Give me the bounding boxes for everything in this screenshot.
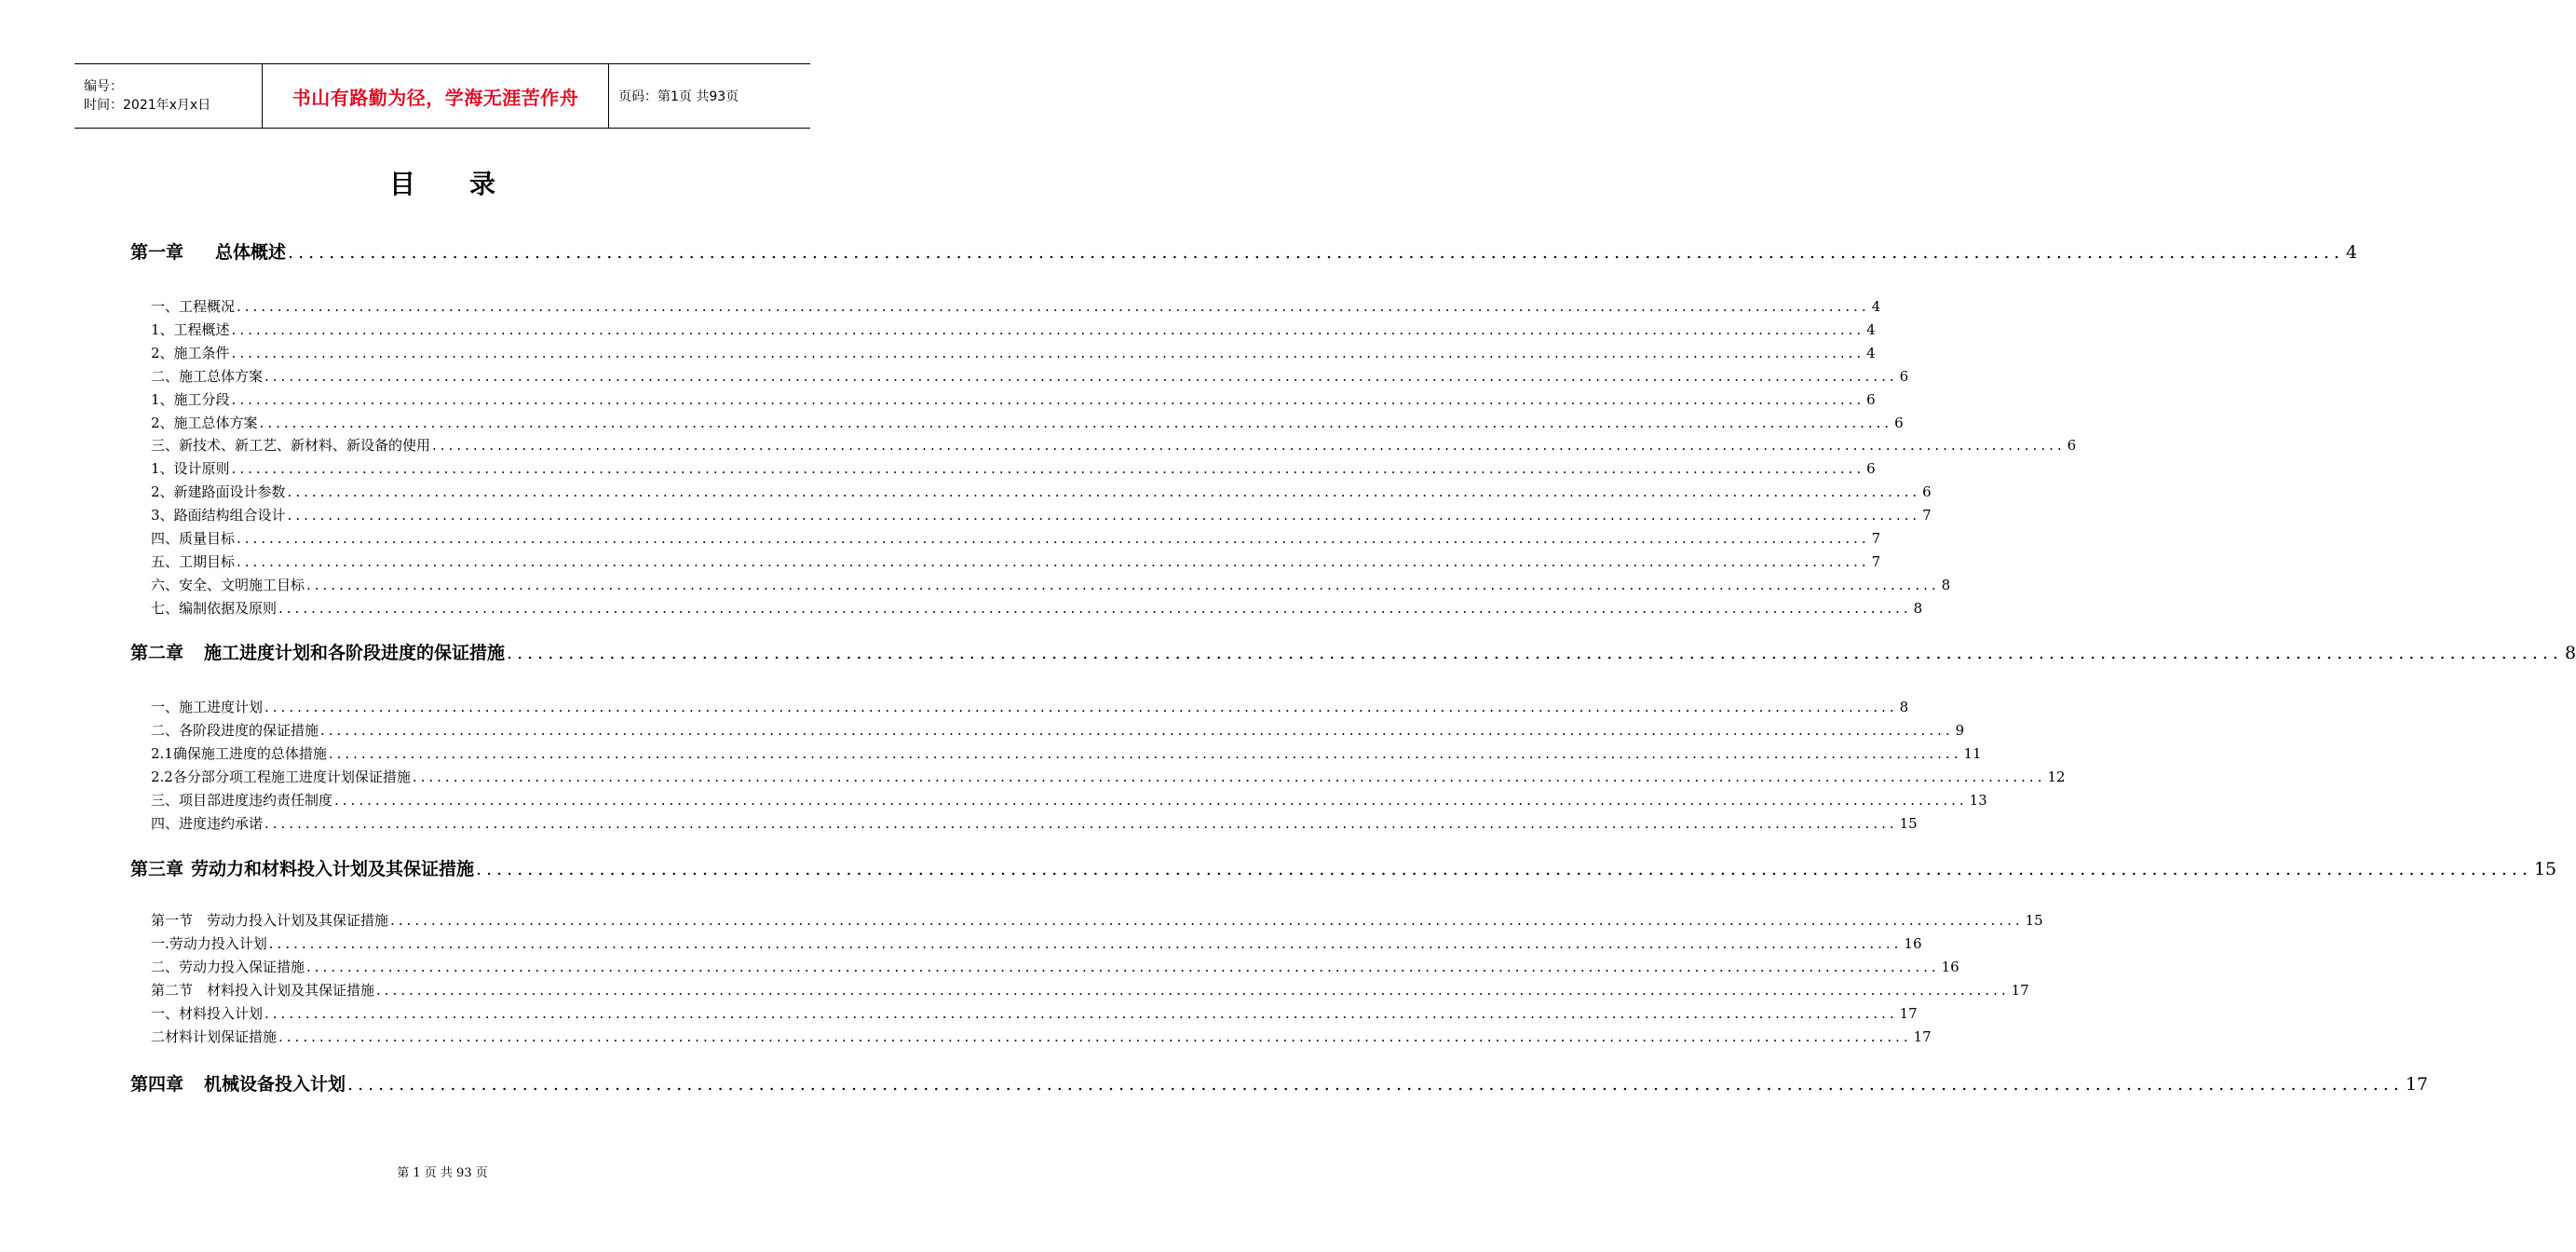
dot-leader: ........................................................................................................................................................................................................ [347,1074,2404,1095]
dot-leader: ........................................................................................................................................................................................................ [334,791,1968,809]
toc-entry [151,980,2029,1000]
toc-entry-label: 二、施工总体方案 [151,367,264,385]
dot-leader: ........................................................................................................................................................................................................ [231,390,1865,408]
toc-chapter-entry [130,855,2557,880]
toc-entry-label: 七、编制依据及原则 [151,599,278,617]
toc-entry-label: 2.1确保施工进度的总体措施 [151,744,327,762]
chapter-page-number: 8 [2564,643,2576,663]
toc-entry-page-number: 6 [2067,437,2077,455]
toc-entry-label: 一.劳动力投入计划 [151,934,267,952]
toc-entry-label: 2、施工总体方案 [151,414,258,431]
toc-chapter-entry [130,1070,2429,1096]
toc-entry [151,1027,1932,1046]
toc-entry-label: 五、工期目标 [151,552,236,570]
toc-entry-label: 1、施工分段 [151,390,230,408]
chapter-page-number: 15 [2533,859,2557,879]
toc-entry-label: 第二节 材料投入计划及其保证措施 [151,981,375,999]
dot-leader: ........................................................................................................................................................................................................ [278,1027,1912,1045]
toc-entry [151,413,1904,432]
toc-entry-page-number: 8 [1913,599,1923,617]
chapter-name: 劳动力和材料投入计划及其保证措施 [191,859,475,879]
dot-leader: ........................................................................................................................................................................................................ [264,814,1898,832]
toc-entry-page-number: 17 [1899,1004,1918,1022]
toc-entry-page-number: 6 [1894,414,1904,431]
toc-entry [151,575,1951,594]
chapter-title [130,855,474,880]
chapter-title [130,639,505,664]
toc-entry [151,813,1918,833]
dot-leader: ........................................................................................................................................................................................................ [231,320,1865,338]
chapter-number: 第一章 [130,242,184,263]
toc-entry-page-number: 4 [1871,298,1881,315]
dot-leader: ........................................................................................................................................................................................................ [432,437,2066,455]
toc-entry [151,720,1965,740]
dot-leader: ........................................................................................................................................................................................................ [231,460,1865,478]
dot-leader: ........................................................................................................................................................................................................ [287,483,1921,501]
toc-entry [151,1003,1918,1023]
toc-chapter-entry [130,639,2576,664]
chapter-number: 第四章 [130,1074,184,1095]
dot-leader: ........................................................................................................................................................................................................ [237,530,1870,547]
toc-title-char-2: 录 [469,169,496,199]
toc-entry [151,697,1909,716]
toc-title-char-1: 目 [388,169,415,199]
toc-entry-label: 四、进度违约承诺 [151,814,264,832]
toc-entry-page-number: 15 [2025,912,2043,929]
toc-entry-page-number: 6 [1866,460,1876,478]
toc-entry [151,482,1932,501]
header-motto: 书山有路勤为径，学海无涯苦作舟 [291,86,579,109]
toc-entry [151,598,1923,618]
chapter-page-number: 4 [2345,242,2358,263]
dot-leader: ........................................................................................................................................................................................................ [287,507,1921,524]
dot-leader: ........................................................................................................................................................................................................ [507,643,2563,663]
toc-entry [151,343,1876,362]
toc-entry-label: 第一节 劳动力投入计划及其保证措施 [151,912,389,929]
toc-entry [151,389,1876,409]
toc-entry-page-number: 17 [1913,1027,1932,1045]
chapter-name: 施工进度计划和各阶段进度的保证措施 [204,643,506,663]
toc-entry-page-number: 7 [1922,507,1932,524]
dot-leader: ........................................................................................................................................................................................................ [390,912,2024,929]
chapter-title [130,1070,346,1096]
dot-leader: ........................................................................................................................................................................................................ [231,344,1865,361]
dot-leader: ........................................................................................................................................................................................................ [264,367,1898,385]
chapter-page-number: 17 [2405,1074,2429,1095]
toc-entry [151,790,1987,810]
toc-entry-label: 二、各阶段进度的保证措施 [151,721,319,739]
dot-leader: ........................................................................................................................................................................................................ [306,576,1940,593]
toc-entry-page-number: 8 [1941,576,1951,593]
toc-entry-label: 一、施工进度计划 [151,699,264,715]
toc-entry-page-number: 17 [2011,981,2029,999]
toc-entry [151,743,1982,763]
toc-entry-page-number: 8 [1899,699,1909,715]
toc-entry-page-number: 16 [1904,934,1922,952]
toc-entry-label: 一、工程概况 [151,298,236,315]
chapter-name: 总体概述 [215,242,287,263]
header-page-info: 页码：第1页 共93页 [618,89,739,104]
dot-leader: ........................................................................................................................................................................................................ [237,298,1870,315]
toc-entry-page-number: 6 [1899,367,1909,385]
dot-leader: ........................................................................................................................................................................................................ [328,744,1962,762]
toc-entry-page-number: 11 [1963,744,1982,762]
toc-entry-label: 2、新建路面设计参数 [151,483,286,501]
dot-leader: ........................................................................................................................................................................................................ [268,934,1903,952]
toc-entry [151,933,1922,953]
toc-entry-label: 2、施工条件 [151,344,230,361]
toc-entry-page-number: 4 [1866,344,1876,361]
toc-entry-label: 二材料计划保证措施 [151,1027,278,1045]
toc-entry-label: 三、新技术、新工艺、新材料、新设备的使用 [151,437,431,455]
document-number-label: 编号： [84,79,123,94]
toc-entry [151,505,1932,524]
toc-entry [151,435,2077,455]
toc-entry [151,296,1881,316]
toc-entry-label: 3、路面结构组合设计 [151,507,286,524]
toc-entry-label: 四、质量目标 [151,530,236,547]
toc-chapter-entry [130,238,2358,264]
dot-leader: ........................................................................................................................................................................................................ [320,721,1954,739]
dot-leader: ........................................................................................................................................................................................................ [264,699,1898,715]
toc-entry-page-number: 7 [1871,552,1881,570]
dot-leader: ........................................................................................................................................................................................................ [288,242,2344,263]
dot-leader: ........................................................................................................................................................................................................ [476,859,2532,879]
chapter-name: 机械设备投入计划 [204,1074,346,1095]
toc-entry-page-number: 6 [1922,483,1932,501]
toc-entry-page-number: 6 [1866,390,1876,408]
toc-entry-page-number: 9 [1955,721,1965,739]
toc-entry-page-number: 15 [1899,814,1918,832]
document-date-label: 时间：2021年x月x日 [84,98,211,113]
dot-leader: ........................................................................................................................................................................................................ [259,414,1893,431]
toc-entry [151,366,1909,386]
chapter-title [130,238,286,264]
dot-leader: ........................................................................................................................................................................................................ [278,599,1912,617]
toc-entry [151,458,1876,478]
toc-entry-label: 1、工程概述 [151,320,230,338]
toc-entry-page-number: 16 [1941,958,1959,975]
dot-leader: ........................................................................................................................................................................................................ [237,552,1870,570]
toc-entry [151,320,1876,339]
toc-entry [151,957,1959,976]
chapter-number: 第三章 [130,859,184,879]
toc-entry [151,767,2066,786]
toc-entry [151,910,2043,930]
toc-entry-page-number: 7 [1871,530,1881,547]
dot-leader: ........................................................................................................................................................................................................ [412,768,2046,785]
toc-entry-page-number: 13 [1969,791,1987,809]
toc-entry [151,528,1881,548]
toc-entry-label: 三、项目部进度违约责任制度 [151,791,333,809]
toc-entry-page-number: 12 [2047,768,2066,785]
page-footer: 第 1 页 共 93 页 [397,1166,488,1180]
toc-entry-label: 一、材料投入计划 [151,1004,264,1022]
toc-entry-label: 二、劳动力投入保证措施 [151,958,305,975]
dot-leader: ........................................................................................................................................................................................................ [264,1004,1898,1022]
toc-entry-label: 1、设计原则 [151,460,230,478]
chapter-number: 第二章 [130,643,184,663]
dot-leader: ........................................................................................................................................................................................................ [376,981,2010,999]
toc-entry [151,551,1881,571]
toc-entry-label: 2.2各分部分项工程施工进度计划保证措施 [151,768,411,785]
dot-leader: ........................................................................................................................................................................................................ [306,958,1940,975]
toc-entry-label: 六、安全、文明施工目标 [151,576,305,593]
toc-entry-page-number: 4 [1866,320,1876,338]
